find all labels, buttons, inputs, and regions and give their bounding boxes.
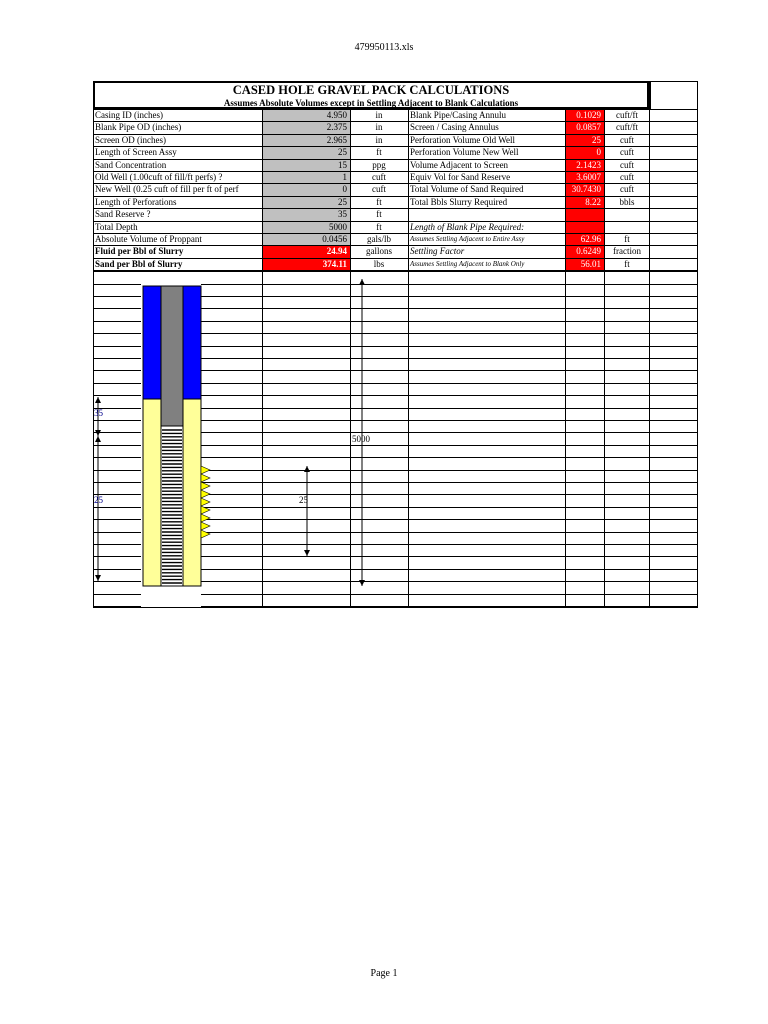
perforation bbox=[201, 514, 210, 522]
perf-label: 25 bbox=[299, 495, 308, 505]
input-label: Screen OD (inches) bbox=[95, 134, 166, 145]
input-label: Length of Perforations bbox=[95, 196, 177, 207]
output-label: Volume Adjacent to Screen bbox=[410, 159, 509, 170]
output-unit: cuft bbox=[620, 184, 634, 195]
perf-arrow-head-down bbox=[304, 550, 310, 556]
perforation bbox=[201, 482, 210, 490]
output-label: Perforation Volume Old Well bbox=[410, 134, 516, 145]
output-label: Total Bbls Slurry Required bbox=[410, 196, 508, 207]
input-unit: gals/lb bbox=[367, 234, 391, 244]
output-label: Blank Pipe/Casing Annulu bbox=[410, 110, 507, 120]
input-label: Length of Screen Assy bbox=[95, 147, 177, 158]
output-value: 56.01 bbox=[565, 258, 604, 270]
input-label: New Well (0.25 cuft of fill per ft of perf bbox=[95, 184, 239, 195]
output-value: 0 bbox=[565, 146, 604, 158]
perforation bbox=[201, 490, 210, 498]
input-label: Sand Concentration bbox=[95, 159, 167, 170]
input-value: 2.965 bbox=[262, 134, 350, 146]
reserve-arrow-head-down bbox=[95, 430, 101, 436]
perforation bbox=[201, 506, 210, 514]
output-label: Perforation Volume New Well bbox=[410, 147, 519, 158]
output-value: 0.1029 bbox=[565, 109, 604, 121]
output-value: 0.6249 bbox=[565, 245, 604, 257]
input-value: 24.94 bbox=[262, 245, 350, 257]
input-label: Absolute Volume of Proppant bbox=[95, 234, 202, 244]
input-value: 0.0456 bbox=[262, 233, 350, 245]
input-value: 5000 bbox=[262, 221, 350, 233]
input-label: Total Depth bbox=[95, 221, 138, 232]
input-value: 0 bbox=[262, 183, 350, 195]
input-label: Blank Pipe OD (inches) bbox=[95, 122, 182, 133]
depth-label: 5000 bbox=[352, 434, 370, 444]
screen-label: 25 bbox=[94, 495, 103, 505]
input-label: Sand Reserve ? bbox=[95, 209, 151, 220]
input-unit: in bbox=[375, 122, 383, 133]
reserve-label: 35 bbox=[94, 408, 103, 418]
output-unit: cuft bbox=[620, 159, 634, 170]
output-label: Assumes Settling Adjacent to Entire Assy bbox=[410, 235, 525, 243]
wellbore-diagram bbox=[93, 81, 698, 608]
output-unit: cuft bbox=[620, 172, 634, 182]
input-label: Fluid per Bbl of Slurry bbox=[95, 246, 184, 257]
output-value: 30.7430 bbox=[565, 183, 604, 195]
output-unit: cuft bbox=[620, 134, 634, 145]
output-label: Screen / Casing Annulus bbox=[410, 122, 499, 133]
blank-pipe bbox=[161, 286, 183, 426]
input-value: 2.375 bbox=[262, 121, 350, 133]
input-unit: in bbox=[375, 110, 383, 120]
input-unit: ft bbox=[376, 196, 382, 207]
output-value: 0.0857 bbox=[565, 121, 604, 133]
input-value: 35 bbox=[262, 208, 350, 220]
input-label: Old Well (1.00cuft of fill/ft perfs) ? bbox=[95, 172, 223, 182]
input-unit: in bbox=[375, 134, 383, 145]
output-unit: bbls bbox=[619, 196, 635, 207]
perforation bbox=[201, 522, 210, 530]
spreadsheet bbox=[93, 81, 698, 608]
output-unit: cuft/ft bbox=[616, 122, 638, 133]
output-value: 62.96 bbox=[565, 233, 604, 245]
reserve-arrow-head-up bbox=[95, 397, 101, 403]
output-unit: fraction bbox=[613, 246, 641, 257]
input-unit: cuft bbox=[372, 172, 386, 182]
input-value: 25 bbox=[262, 146, 350, 158]
output-value: 2.1423 bbox=[565, 159, 604, 171]
output-value: 3.6007 bbox=[565, 171, 604, 183]
output-value: 25 bbox=[565, 134, 604, 146]
perforation bbox=[201, 466, 210, 474]
input-unit: lbs bbox=[373, 258, 385, 269]
input-value: 374.11 bbox=[262, 258, 350, 270]
input-unit: gallons bbox=[366, 246, 392, 257]
perforation bbox=[201, 474, 210, 482]
screen-arrow-head-up bbox=[95, 436, 101, 442]
page-header-filename: 479950113.xls bbox=[354, 42, 414, 53]
sheet-title: CASED HOLE GRAVEL PACK CALCULATIONS bbox=[232, 83, 510, 97]
input-value: 15 bbox=[262, 159, 350, 171]
input-value: 4.950 bbox=[262, 109, 350, 121]
output-unit: cuft bbox=[620, 147, 634, 158]
input-label: Sand per Bbl of Slurry bbox=[95, 258, 183, 269]
page-footer: Page 1 bbox=[370, 968, 398, 979]
perf-arrow-head-up bbox=[304, 466, 310, 472]
input-unit: cuft bbox=[372, 184, 386, 195]
output-label: Length of Blank Pipe Required: bbox=[410, 221, 525, 232]
depth-arrow-head-down bbox=[359, 580, 365, 586]
output-label: Equiv Vol for Sand Reserve bbox=[410, 172, 511, 182]
perforation bbox=[201, 530, 210, 538]
input-value: 1 bbox=[262, 171, 350, 183]
output-label: Total Volume of Sand Required bbox=[410, 184, 524, 195]
depth-arrow-head-up bbox=[359, 279, 365, 285]
input-unit: ft bbox=[376, 209, 382, 220]
output-label: Settling Factor bbox=[410, 246, 465, 257]
input-label: Casing ID (inches) bbox=[95, 110, 163, 120]
screen-arrow-head-down bbox=[95, 575, 101, 581]
input-value: 25 bbox=[262, 196, 350, 208]
output-unit: cuft/ft bbox=[616, 110, 638, 120]
output-unit: ft bbox=[624, 234, 630, 244]
perforation bbox=[201, 498, 210, 506]
output-label: Assumes Settling Adjacent to Blank Only bbox=[410, 259, 525, 268]
input-unit: ppg bbox=[372, 159, 386, 170]
output-value: 8.22 bbox=[565, 196, 604, 208]
input-unit: ft bbox=[376, 221, 382, 232]
sheet-subtitle: Assumes Absolute Volumes except in Settling Adjacent to Blank Calculations bbox=[223, 98, 519, 108]
input-unit: ft bbox=[376, 147, 382, 158]
output-unit: ft bbox=[624, 258, 630, 269]
